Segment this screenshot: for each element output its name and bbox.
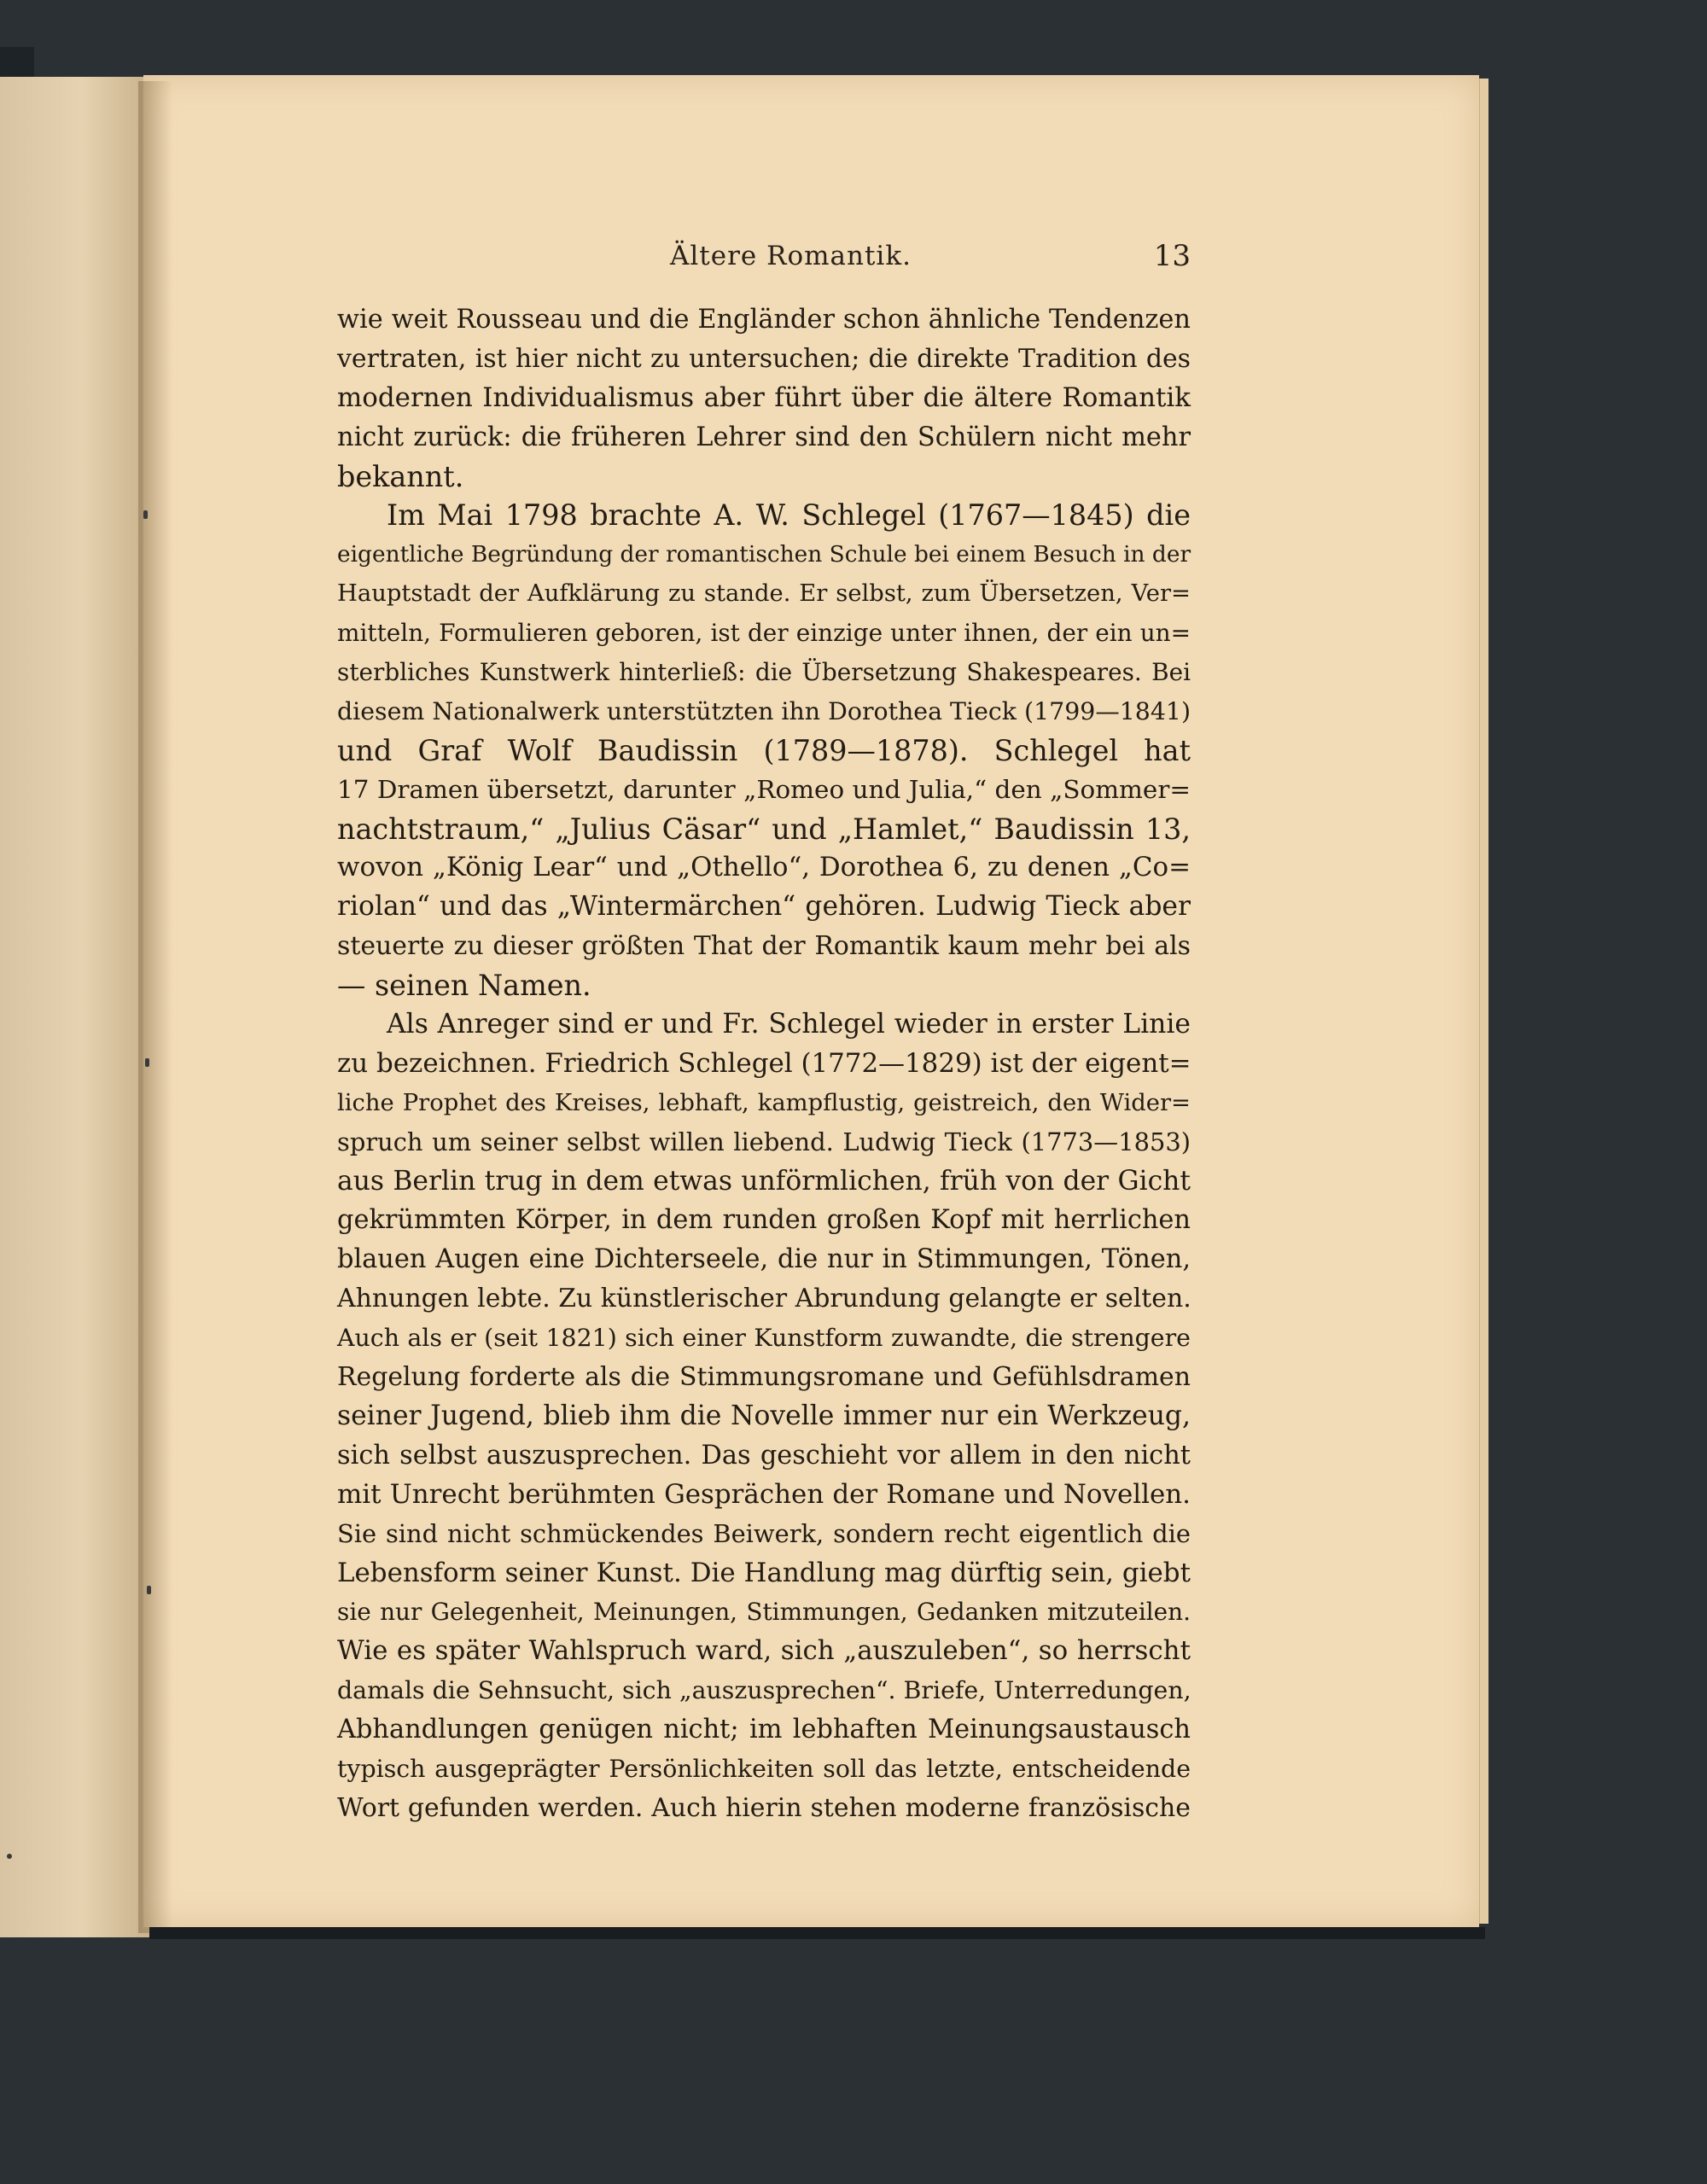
text-line: Abhandlungen genügen nicht; im lebhaften Meinungsaustausch bbox=[337, 1715, 1191, 1745]
margin-mark bbox=[7, 1854, 12, 1859]
text-line: wovon „König Lear“ und „Othello“, Dorothea 6, zu denen „Co= bbox=[337, 852, 1191, 883]
page-header bbox=[337, 241, 1191, 280]
text-line: Im Mai 1798 brachte A. W. Schlegel (1767—1845) die bbox=[387, 498, 1191, 533]
text-line: nicht zurück: die früheren Lehrer sind den Schülern nicht mehr bbox=[337, 422, 1191, 452]
text-line: blauen Augen eine Dichterseele, die nur in Stimmungen, Tönen, bbox=[337, 1244, 1191, 1275]
body-text bbox=[337, 300, 1191, 1828]
text-line: Sie sind nicht schmückendes Beiwerk, sondern recht eigentlich die bbox=[337, 1518, 1191, 1548]
running-title: Ältere Romantik. bbox=[670, 241, 912, 271]
text-line: nachtstraum,“ „Julius Cäsar“ und „Hamlet,“ Baudissin 13, bbox=[337, 812, 1191, 846]
margin-mark bbox=[145, 1058, 149, 1067]
page-gutter-shadow bbox=[138, 81, 172, 1933]
text-line: Wort gefunden werden. Auch hierin stehen moderne französische bbox=[337, 1792, 1191, 1823]
text-line: Wie es später Wahlspruch ward, sich „auszuleben“, so herrscht bbox=[337, 1635, 1191, 1667]
text-line: spruch um seiner selbst willen liebend. Ludwig Tieck (1773—1853) bbox=[337, 1127, 1191, 1156]
text-line: steuerte zu dieser größten That der Romantik kaum mehr bei als bbox=[337, 931, 1191, 962]
margin-mark bbox=[147, 1586, 151, 1594]
left-page-edge bbox=[0, 77, 151, 1937]
text-line: aus Berlin trug in dem etwas unförmlichen, früh von der Gicht bbox=[337, 1165, 1191, 1197]
text-line: Regelung forderte als die Stimmungsromane und Gefühlsdramen bbox=[337, 1362, 1191, 1393]
text-line: gekrümmten Körper, in dem runden großen Kopf mit herrlichen bbox=[337, 1205, 1191, 1236]
text-line: — seinen Namen. bbox=[337, 969, 591, 1003]
text-line: riolan“ und das „Wintermärchen“ gehören. Ludwig Tieck aber bbox=[337, 891, 1191, 923]
text-line: Hauptstadt der Aufklärung zu stande. Er selbst, zum Übersetzen, Ver= bbox=[337, 580, 1191, 608]
text-line: eigentliche Begründung der romantischen Schule bei einem Besuch in der bbox=[337, 541, 1191, 568]
text-line: diesem Nationalwerk unterstützten ihn Dorothea Tieck (1799—1841) bbox=[337, 696, 1191, 725]
text-line: typisch ausgeprägter Persönlichkeiten soll das letzte, entscheidende bbox=[337, 1754, 1191, 1783]
text-line: mit Unrecht berühmten Gesprächen der Romane und Novellen. bbox=[337, 1478, 1191, 1510]
text-line: Ahnungen lebte. Zu künstlerischer Abrundung gelangte er selten. bbox=[337, 1284, 1191, 1314]
text-line: wie weit Rousseau und die Engländer schon ähnliche Tendenzen bbox=[337, 305, 1191, 335]
text-line: liche Prophet des Kreises, lebhaft, kampflustig, geistreich, den Wider= bbox=[337, 1089, 1191, 1116]
page-number: 13 bbox=[1153, 239, 1191, 273]
text-line: sich selbst auszusprechen. Das geschieht vor allem in den nicht bbox=[337, 1440, 1191, 1471]
text-line: damals die Sehnsucht, sich „auszusprechen“. Briefe, Unterredungen, bbox=[337, 1676, 1191, 1705]
text-line: seiner Jugend, blieb ihm die Novelle immer nur ein Werkzeug, bbox=[337, 1400, 1191, 1431]
text-line: modernen Individualismus aber führt über die ältere Romantik bbox=[337, 381, 1191, 413]
text-line: 17 Dramen übersetzt, darunter „Romeo und Julia,“ den „Sommer= bbox=[337, 774, 1191, 804]
text-line: vertraten, ist hier nicht zu untersuchen; die direkte Tradition des bbox=[337, 343, 1191, 374]
page-fore-edge bbox=[1479, 79, 1489, 1924]
text-line: zu bezeichnen. Friedrich Schlegel (1772—1829) ist der eigent= bbox=[337, 1047, 1191, 1079]
text-line: bekannt. bbox=[337, 459, 464, 493]
text-line: Auch als er (seit 1821) sich einer Kunstform zuwandte, die strengere bbox=[337, 1324, 1191, 1353]
text-line: Lebensform seiner Kunst. Die Handlung mag dürftig sein, giebt bbox=[337, 1557, 1191, 1588]
text-line: sterbliches Kunstwerk hinterließ: die Übersetzung Shakespeares. Bei bbox=[337, 658, 1191, 687]
margin-mark bbox=[143, 510, 148, 519]
page-bottom-shadow bbox=[149, 1927, 1485, 1939]
text-line: und Graf Wolf Baudissin (1789—1878). Schlegel hat bbox=[337, 733, 1191, 767]
text-line: sie nur Gelegenheit, Meinungen, Stimmungen, Gedanken mitzuteilen. bbox=[337, 1598, 1191, 1627]
text-line: mitteln, Formulieren geboren, ist der einzige unter ihnen, der ein un= bbox=[337, 619, 1191, 648]
text-line: Als Anreger sind er und Fr. Schlegel wieder in erster Linie bbox=[387, 1009, 1191, 1040]
